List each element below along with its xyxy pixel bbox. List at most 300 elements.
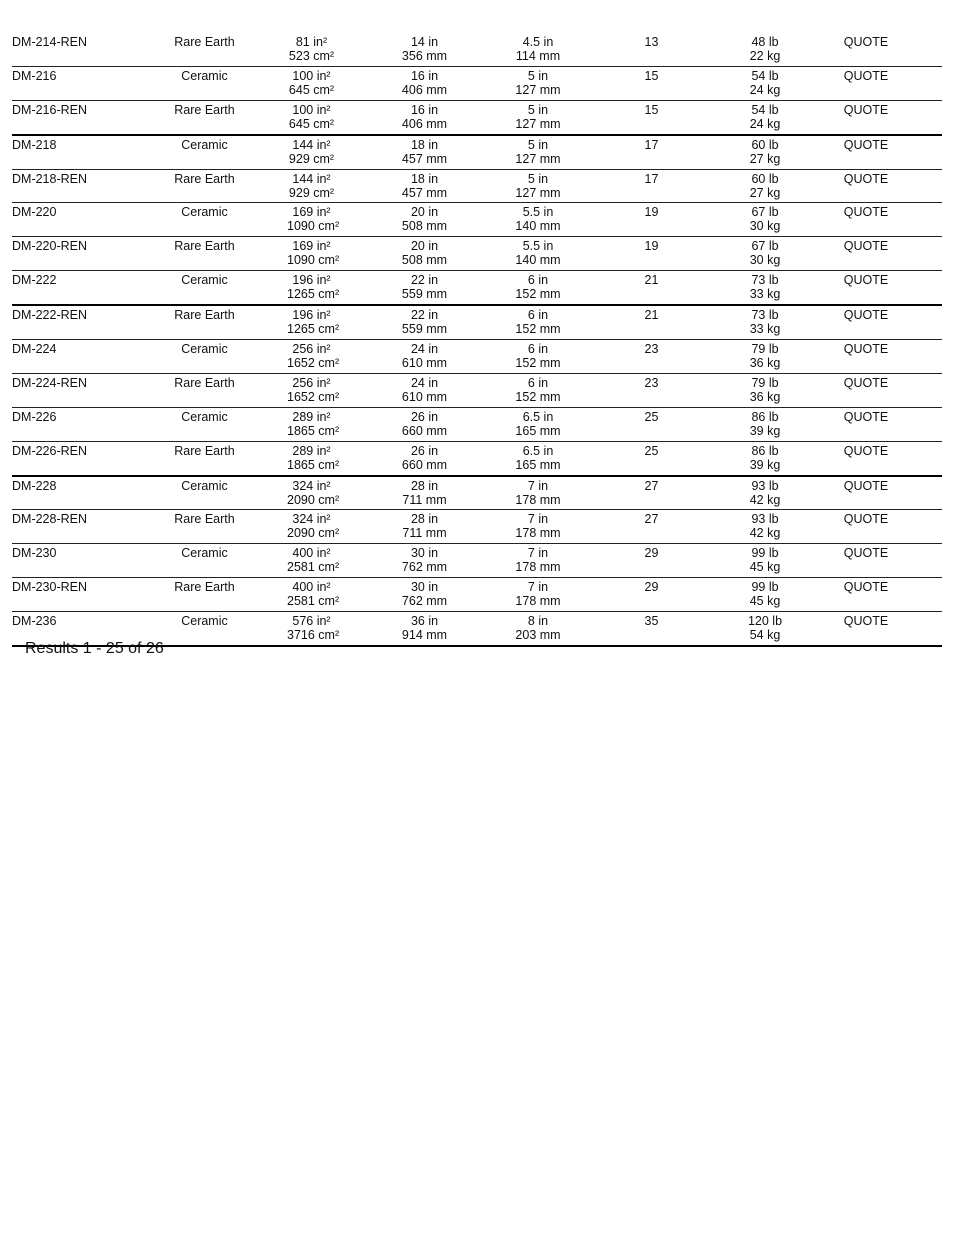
- depth-cell: [513, 510, 563, 544]
- quantity-cell: [563, 340, 740, 374]
- model-number[interactable]: DM-214-REN: [12, 35, 88, 49]
- depth-millimeters: 178 mm: [515, 526, 561, 541]
- depth-inches: 7 in: [527, 580, 549, 595]
- weight-kilograms: 45 kg: [749, 594, 781, 609]
- weight-pounds: 54 lb: [751, 102, 779, 117]
- quote-cell: [790, 510, 942, 544]
- model-number[interactable]: DM-236: [12, 614, 57, 629]
- depth-millimeters: 152 mm: [515, 287, 561, 302]
- weight-kilograms: 33 kg: [749, 287, 781, 302]
- table-row: [12, 135, 942, 169]
- area-inches: 289 in²: [292, 409, 331, 424]
- model-number[interactable]: DM-216: [12, 68, 57, 83]
- table-body: [12, 33, 942, 646]
- weight-cell: [740, 66, 790, 100]
- size-millimeters: 711 mm: [402, 526, 447, 541]
- size-cell: [336, 441, 513, 475]
- model-number[interactable]: DM-220: [12, 205, 57, 220]
- area-cell: [287, 66, 336, 100]
- area-inches: 196 in²: [292, 273, 331, 288]
- size-inches: 26 in: [410, 443, 439, 458]
- quantity-cell: [563, 373, 740, 407]
- material-text: Rare Earth: [174, 308, 235, 323]
- weight-kilograms: 24 kg: [749, 82, 781, 97]
- quote-link[interactable]: QUOTE: [843, 102, 889, 117]
- size-cell: [336, 33, 513, 66]
- depth-inches: 5 in: [527, 137, 549, 152]
- material-text: Ceramic: [181, 546, 228, 561]
- quantity-value: 29: [644, 546, 659, 561]
- weight-kilograms: 27 kg: [749, 185, 781, 200]
- model-number[interactable]: DM-228-REN: [12, 512, 88, 527]
- quantity-value: 27: [644, 512, 659, 527]
- quote-cell: [790, 544, 942, 578]
- table-row: [12, 169, 942, 203]
- table-row: [12, 100, 942, 134]
- weight-pounds: 67 lb: [751, 239, 779, 254]
- quantity-value: 17: [644, 171, 659, 186]
- model-cell: [12, 100, 122, 134]
- depth-inches: 6.5 in: [522, 443, 554, 458]
- table-row: [12, 237, 942, 271]
- model-number[interactable]: DM-224: [12, 342, 57, 357]
- quote-cell: [790, 305, 942, 339]
- area-cell: [287, 578, 340, 612]
- quote-link[interactable]: QUOTE: [843, 443, 889, 458]
- weight-cell: [740, 441, 790, 475]
- quote-link[interactable]: QUOTE: [843, 308, 889, 323]
- weight-pounds: 54 lb: [751, 68, 779, 83]
- model-number[interactable]: DM-224-REN: [12, 375, 88, 390]
- quote-link[interactable]: QUOTE: [843, 137, 889, 152]
- material-text: Ceramic: [181, 68, 228, 83]
- weight-kilograms: 30 kg: [749, 219, 781, 234]
- quote-cell: [790, 373, 942, 407]
- quantity-cell: [563, 66, 740, 100]
- area-centimeters: 2581 cm²: [287, 594, 340, 609]
- quote-cell: [790, 340, 942, 374]
- area-cell: [287, 510, 340, 544]
- weight-cell: [740, 237, 790, 271]
- depth-cell: [513, 271, 563, 305]
- weight-cell: [740, 407, 790, 441]
- size-millimeters: 660 mm: [401, 457, 448, 472]
- weight-kilograms: 24 kg: [749, 116, 781, 131]
- model-cell: [12, 373, 122, 407]
- material-text: Ceramic: [181, 614, 228, 629]
- material-cell: [122, 237, 287, 271]
- quantity-value: 17: [644, 137, 659, 152]
- depth-cell: [513, 612, 563, 646]
- area-cell: [287, 169, 336, 203]
- quantity-value: 19: [644, 205, 659, 220]
- weight-pounds: 73 lb: [751, 273, 779, 288]
- quantity-cell: [563, 203, 740, 237]
- quote-link[interactable]: QUOTE: [843, 614, 889, 629]
- size-millimeters: 610 mm: [401, 356, 448, 371]
- depth-inches: 5 in: [527, 68, 549, 83]
- weight-pounds: 60 lb: [751, 171, 779, 186]
- area-cell: [287, 544, 340, 578]
- size-cell: [336, 373, 513, 407]
- table-row: [12, 476, 942, 510]
- material-text: Rare Earth: [174, 239, 235, 254]
- depth-cell: [513, 66, 563, 100]
- quote-link[interactable]: QUOTE: [843, 171, 889, 186]
- depth-inches: 5.5 in: [522, 205, 554, 220]
- area-cell: [287, 100, 336, 134]
- weight-kilograms: 27 kg: [749, 151, 781, 166]
- weight-cell: [740, 340, 790, 374]
- quantity-cell: [563, 544, 740, 578]
- weight-cell: [740, 271, 790, 305]
- table-row: [12, 441, 942, 475]
- model-cell: [12, 203, 122, 237]
- material-cell: [122, 476, 287, 510]
- table-row: [12, 407, 942, 441]
- quantity-value: 15: [644, 102, 659, 117]
- material-text: Rare Earth: [174, 171, 235, 186]
- area-inches: 400 in²: [292, 580, 331, 595]
- quote-link[interactable]: QUOTE: [843, 409, 889, 424]
- depth-inches: 6 in: [527, 308, 549, 323]
- size-inches: 20 in: [410, 239, 439, 254]
- weight-pounds: 48 lb: [751, 35, 779, 49]
- size-cell: [336, 66, 513, 100]
- size-millimeters: 508 mm: [401, 253, 448, 268]
- quantity-cell: [563, 578, 740, 612]
- area-cell: [287, 135, 336, 169]
- area-centimeters: 1652 cm²: [287, 389, 340, 404]
- weight-pounds: 93 lb: [751, 512, 779, 527]
- depth-millimeters: 127 mm: [515, 116, 561, 131]
- area-inches: 100 in²: [292, 68, 331, 83]
- model-cell: [12, 476, 122, 510]
- quote-link[interactable]: QUOTE: [843, 273, 889, 288]
- material-text: Ceramic: [181, 478, 228, 493]
- weight-cell: [740, 612, 790, 646]
- depth-millimeters: 203 mm: [515, 628, 561, 643]
- material-text: Ceramic: [181, 137, 228, 152]
- area-centimeters: 3716 cm²: [287, 628, 340, 643]
- material-text: Ceramic: [181, 273, 228, 288]
- quote-cell: [790, 612, 942, 646]
- material-text: Ceramic: [181, 409, 228, 424]
- depth-inches: 8 in: [527, 614, 549, 629]
- model-cell: [12, 510, 122, 544]
- depth-millimeters: 152 mm: [515, 389, 561, 404]
- area-inches: 324 in²: [292, 478, 331, 493]
- quote-cell: [790, 578, 942, 612]
- size-inches: 18 in: [410, 137, 439, 152]
- area-centimeters: 2090 cm²: [287, 492, 340, 507]
- weight-pounds: 99 lb: [751, 580, 779, 595]
- area-inches: 324 in²: [292, 512, 331, 527]
- depth-millimeters: 127 mm: [515, 185, 561, 200]
- area-inches: 100 in²: [292, 102, 331, 117]
- depth-cell: [513, 203, 563, 237]
- depth-millimeters: 140 mm: [515, 253, 561, 268]
- depth-cell: [513, 407, 563, 441]
- model-cell: [12, 305, 122, 339]
- size-millimeters: 508 mm: [401, 219, 448, 234]
- quantity-value: 15: [644, 68, 659, 83]
- weight-pounds: 86 lb: [751, 443, 779, 458]
- material-cell: [122, 271, 287, 305]
- quote-cell: [790, 33, 942, 66]
- weight-pounds: 86 lb: [751, 409, 779, 424]
- quote-link[interactable]: QUOTE: [843, 239, 889, 254]
- table-row: [12, 510, 942, 544]
- depth-inches: 7 in: [527, 478, 549, 493]
- material-cell: [122, 66, 287, 100]
- size-millimeters: 406 mm: [401, 116, 448, 131]
- material-cell: [122, 135, 287, 169]
- area-inches: 400 in²: [292, 546, 331, 561]
- area-cell: [287, 441, 340, 475]
- quote-link[interactable]: QUOTE: [843, 205, 889, 220]
- depth-cell: [513, 33, 563, 66]
- results-summary: Results 1 - 25 of 26: [25, 640, 164, 657]
- weight-cell: [740, 578, 790, 612]
- size-millimeters: 356 mm: [401, 49, 448, 63]
- quote-cell: [790, 476, 942, 510]
- depth-cell: [513, 135, 563, 169]
- quantity-cell: [563, 612, 740, 646]
- size-inches: 20 in: [410, 205, 439, 220]
- size-inches: 22 in: [410, 273, 439, 288]
- material-cell: [122, 578, 287, 612]
- depth-millimeters: 152 mm: [515, 356, 561, 371]
- area-inches: 81 in²: [295, 35, 328, 49]
- size-millimeters: 610 mm: [401, 389, 448, 404]
- model-number[interactable]: DM-220-REN: [12, 239, 88, 254]
- area-inches: 256 in²: [292, 342, 331, 357]
- material-text: Rare Earth: [174, 580, 235, 595]
- size-cell: [336, 340, 513, 374]
- size-inches: 28 in: [410, 478, 439, 493]
- size-cell: [336, 407, 513, 441]
- model-cell: [12, 66, 122, 100]
- quote-link[interactable]: QUOTE: [843, 546, 889, 561]
- product-table: [12, 33, 942, 647]
- model-number[interactable]: DM-218: [12, 137, 57, 152]
- area-cell: [287, 340, 340, 374]
- model-number[interactable]: DM-218-REN: [12, 171, 88, 186]
- material-cell: [122, 544, 287, 578]
- material-text: Rare Earth: [174, 35, 235, 49]
- quote-link[interactable]: QUOTE: [843, 512, 889, 527]
- weight-kilograms: 42 kg: [749, 526, 781, 541]
- size-cell: [336, 169, 513, 203]
- size-cell: [336, 237, 513, 271]
- size-inches: 26 in: [410, 409, 439, 424]
- weight-cell: [740, 100, 790, 134]
- size-millimeters: 711 mm: [402, 492, 447, 507]
- area-cell: [287, 476, 340, 510]
- quantity-value: 29: [644, 580, 659, 595]
- quote-link[interactable]: QUOTE: [843, 580, 889, 595]
- model-cell: [12, 340, 122, 374]
- area-centimeters: 1090 cm²: [287, 219, 340, 234]
- quote-link[interactable]: QUOTE: [843, 342, 889, 357]
- depth-cell: [513, 169, 563, 203]
- area-cell: [287, 305, 340, 339]
- quote-cell: [790, 237, 942, 271]
- weight-cell: [740, 33, 790, 66]
- weight-kilograms: 54 kg: [749, 628, 781, 643]
- size-cell: [336, 510, 513, 544]
- size-inches: 16 in: [410, 68, 439, 83]
- material-cell: [122, 407, 287, 441]
- area-centimeters: 1652 cm²: [287, 356, 340, 371]
- quote-cell: [790, 66, 942, 100]
- quantity-cell: [563, 271, 740, 305]
- model-cell: [12, 441, 122, 475]
- size-inches: 22 in: [410, 308, 439, 323]
- area-inches: 144 in²: [292, 171, 331, 186]
- weight-kilograms: 39 kg: [749, 457, 781, 472]
- area-centimeters: 1090 cm²: [287, 253, 340, 268]
- quantity-cell: [563, 33, 740, 66]
- area-cell: [287, 203, 340, 237]
- material-cell: [122, 373, 287, 407]
- size-cell: [336, 578, 513, 612]
- depth-cell: [513, 100, 563, 134]
- table-row: [12, 578, 942, 612]
- depth-millimeters: 127 mm: [515, 82, 561, 97]
- quote-cell: [790, 441, 942, 475]
- area-centimeters: 2090 cm²: [287, 526, 340, 541]
- quantity-cell: [563, 100, 740, 134]
- material-text: Rare Earth: [174, 512, 235, 527]
- model-cell: [12, 271, 122, 305]
- weight-cell: [740, 135, 790, 169]
- material-cell: [122, 305, 287, 339]
- area-inches: 256 in²: [292, 375, 331, 390]
- material-cell: [122, 441, 287, 475]
- weight-pounds: 120 lb: [747, 614, 783, 629]
- depth-inches: 5 in: [527, 171, 549, 186]
- size-millimeters: 457 mm: [401, 185, 448, 200]
- quantity-value: 25: [644, 409, 659, 424]
- table-row: [12, 66, 942, 100]
- model-number[interactable]: DM-228: [12, 478, 57, 493]
- quantity-value: 35: [644, 614, 659, 629]
- size-inches: 24 in: [410, 375, 439, 390]
- depth-inches: 6 in: [527, 273, 549, 288]
- area-centimeters: 645 cm²: [288, 116, 335, 131]
- quote-link[interactable]: QUOTE: [843, 375, 889, 390]
- weight-kilograms: 30 kg: [749, 253, 781, 268]
- area-centimeters: 523 cm²: [288, 49, 335, 63]
- depth-cell: [513, 578, 563, 612]
- size-inches: 36 in: [410, 614, 439, 629]
- model-cell: [12, 33, 122, 66]
- model-number[interactable]: DM-226: [12, 409, 57, 424]
- quote-link[interactable]: QUOTE: [843, 68, 889, 83]
- quote-cell: [790, 271, 942, 305]
- quantity-cell: [563, 407, 740, 441]
- area-centimeters: 645 cm²: [288, 82, 335, 97]
- size-cell: [336, 203, 513, 237]
- depth-inches: 6.5 in: [522, 409, 554, 424]
- quote-cell: [790, 169, 942, 203]
- quantity-value: 27: [644, 478, 659, 493]
- depth-cell: [513, 340, 563, 374]
- quote-link[interactable]: QUOTE: [843, 35, 889, 49]
- quantity-cell: [563, 510, 740, 544]
- quote-cell: [790, 203, 942, 237]
- model-number[interactable]: DM-222-REN: [12, 308, 88, 323]
- weight-kilograms: 22 kg: [749, 49, 781, 63]
- quantity-cell: [563, 441, 740, 475]
- area-inches: 169 in²: [292, 205, 331, 220]
- material-cell: [122, 169, 287, 203]
- area-inches: 196 in²: [292, 308, 331, 323]
- weight-kilograms: 42 kg: [749, 492, 781, 507]
- model-number[interactable]: DM-230: [12, 546, 57, 561]
- weight-cell: [740, 169, 790, 203]
- table-row: [12, 373, 942, 407]
- depth-inches: 7 in: [527, 512, 549, 527]
- quantity-cell: [563, 237, 740, 271]
- depth-millimeters: 140 mm: [515, 219, 561, 234]
- size-cell: [336, 271, 513, 305]
- model-number[interactable]: DM-226-REN: [12, 443, 88, 458]
- model-number[interactable]: DM-230-REN: [12, 580, 88, 595]
- model-cell: [12, 237, 122, 271]
- model-number[interactable]: DM-222: [12, 273, 57, 288]
- size-millimeters: 914 mm: [401, 628, 448, 643]
- quantity-cell: [563, 169, 740, 203]
- size-inches: 16 in: [410, 102, 439, 117]
- weight-pounds: 79 lb: [751, 342, 779, 357]
- area-centimeters: 929 cm²: [288, 151, 335, 166]
- depth-cell: [513, 476, 563, 510]
- weight-cell: [740, 476, 790, 510]
- material-cell: [122, 340, 287, 374]
- size-millimeters: 762 mm: [401, 594, 448, 609]
- size-cell: [336, 305, 513, 339]
- weight-cell: [740, 544, 790, 578]
- table-row: [12, 33, 942, 66]
- weight-kilograms: 33 kg: [749, 322, 781, 337]
- size-millimeters: 559 mm: [401, 322, 448, 337]
- weight-cell: [740, 510, 790, 544]
- depth-millimeters: 165 mm: [515, 423, 561, 438]
- area-cell: [287, 407, 340, 441]
- area-inches: 576 in²: [292, 614, 331, 629]
- material-cell: [122, 510, 287, 544]
- area-centimeters: 1865 cm²: [287, 457, 340, 472]
- depth-millimeters: 127 mm: [515, 151, 561, 166]
- depth-millimeters: 178 mm: [515, 560, 561, 575]
- quantity-cell: [563, 305, 740, 339]
- depth-inches: 7 in: [527, 546, 549, 561]
- size-cell: [336, 612, 513, 646]
- size-millimeters: 660 mm: [401, 423, 448, 438]
- weight-kilograms: 39 kg: [749, 423, 781, 438]
- model-number[interactable]: DM-216-REN: [12, 102, 88, 117]
- quantity-value: 25: [644, 443, 659, 458]
- depth-inches: 4.5 in: [522, 35, 554, 49]
- size-inches: 30 in: [410, 580, 439, 595]
- table-row: [12, 203, 942, 237]
- area-inches: 144 in²: [292, 137, 331, 152]
- quote-link[interactable]: QUOTE: [843, 478, 889, 493]
- quote-cell: [790, 407, 942, 441]
